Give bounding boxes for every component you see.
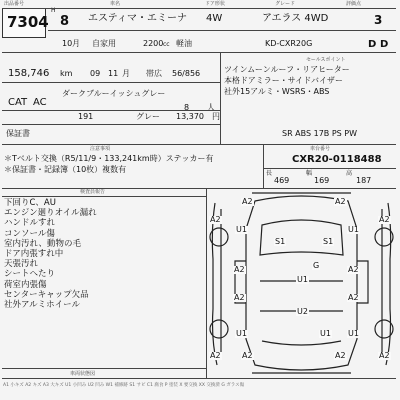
length-label: 長 [266, 170, 273, 177]
year-prefix: H [51, 7, 56, 14]
note-line: ＊Tベルト交換（R5/11/9・133,241km時）ステッカー有 [4, 154, 214, 163]
car-name: エスティマ・エミーナ [88, 13, 187, 24]
displacement: 2200 [143, 39, 164, 48]
diagram-legend-label: 車両状態図 [70, 371, 96, 377]
damage-code: U1 [348, 225, 359, 234]
inspection-year: 09 [90, 69, 101, 78]
price: 13,370 [176, 112, 204, 121]
vin-number: CXR20-0118488 [292, 154, 382, 165]
sales-point-label: セールスポイント [306, 57, 346, 63]
note-line: ＊保証書・記録簿（10枚）複数有 [4, 165, 127, 174]
sales-points [224, 66, 396, 99]
inspection-item: ドア内張すれ中 [4, 248, 64, 259]
inspection-label: 検査員報告 [80, 189, 106, 195]
vin-label: 車台番号 [310, 146, 331, 152]
lot-box [2, 8, 49, 38]
damage-code: U2 [297, 307, 308, 316]
inspection-item: センターキャップ欠品 [4, 289, 89, 300]
model-code: KD-CXR20G [265, 39, 313, 48]
height-value: 187 [356, 176, 372, 185]
chassis-no: 56/856 [172, 69, 201, 78]
header-top-line [2, 8, 396, 9]
sales-point: ツインムーンルーフ・リアヒーター [224, 65, 350, 74]
inspection-item: 下回りC、AU [4, 198, 56, 208]
inspection-item: シートへたり [4, 269, 56, 280]
transmission: CAT [8, 97, 28, 108]
notes-list [4, 155, 264, 177]
damage-code: A2 [234, 265, 245, 274]
grade: アエラス 4WD [262, 13, 329, 24]
damage-code: S1 [323, 237, 334, 246]
month-unit: 月 [72, 39, 80, 48]
color-simple: グレー [136, 112, 160, 121]
displacement-unit: cc [163, 41, 170, 48]
spec-bottom-line [2, 144, 396, 145]
inspection-header-line [2, 196, 206, 197]
damage-code: A2 [210, 215, 221, 224]
footer-line [2, 378, 396, 379]
width-label: 幅 [306, 170, 313, 177]
owner-label: 保証書 [6, 129, 30, 138]
damage-code: A2 [379, 215, 390, 224]
door-label: ドア形状 [205, 1, 225, 7]
spec-line-2 [2, 110, 220, 111]
damage-code: A2 [335, 197, 346, 206]
inspection-item: 荷室内張傷 [4, 279, 47, 290]
year-value: 8 [60, 14, 70, 29]
inspection-month: 11 [108, 69, 119, 78]
damage-code: U1 [348, 329, 359, 338]
usage: 自家用 [92, 39, 116, 48]
spec-line-3 [2, 124, 220, 125]
header-mid-line [48, 30, 396, 31]
grade-label: グレード [275, 1, 296, 7]
inspection-item: コンソール傷 [4, 228, 55, 239]
damage-code: U1 [297, 275, 308, 284]
inspection-item: エンジン廻りオイル漏れ [4, 208, 97, 219]
width-value: 169 [314, 176, 330, 185]
spec-divider [220, 52, 221, 144]
sales-point: 社外15アルミ・WSRS・ABS [224, 87, 330, 96]
damage-code: A2 [379, 351, 390, 360]
chassis-type: 帯広 [146, 69, 162, 78]
mileage: 158,746 [8, 68, 50, 79]
body-color: ダークブルーイッシュグレー [62, 89, 166, 98]
equipment: SR ABS 17B PS PW [282, 129, 358, 138]
damage-code: A2 [242, 197, 253, 206]
damage-code: A2 [348, 293, 359, 302]
inspection-item: 天張汚れ [4, 259, 39, 270]
spec-line-1 [2, 82, 220, 83]
seats: 8 [184, 103, 190, 112]
notes-divider [263, 144, 264, 188]
interior-grade: D [368, 39, 377, 50]
footer-legend: A1 小キズ A2 キズ A3 大キズ U1 小凹み U2 凹み W1 補修跡 S1 サビ C1 腐食 P 塗装 X 要交換 XX 交換済 G ガラス傷 [3, 383, 245, 388]
length-value: 469 [274, 176, 290, 185]
mileage-unit: km [60, 69, 73, 78]
score: 3 [374, 13, 383, 27]
exterior-grade: D [380, 39, 389, 50]
damage-code: U1 [236, 225, 247, 234]
damage-code: A2 [242, 351, 253, 360]
car-name-label: 車名 [110, 1, 121, 7]
inspection-unit: 月 [122, 69, 130, 78]
damage-code: U1 [320, 329, 331, 338]
damage-code: U1 [236, 329, 247, 338]
vin-line [263, 168, 396, 169]
damage-code: A2 [348, 265, 359, 274]
inspection-item: 室内汚れ、動物の毛 [4, 238, 82, 249]
height-label: 高 [346, 170, 353, 177]
damage-code: A2 [234, 293, 245, 302]
inspection-item: 社外アルミホイール [4, 299, 80, 310]
sales-point: 本格ドアミラー・サイドバイザー [224, 76, 344, 85]
color-code: 191 [78, 112, 94, 121]
damage-code: G [313, 261, 320, 270]
score-label: 評価点 [346, 1, 362, 7]
month: 10 [62, 39, 73, 48]
fuel: 軽油 [176, 39, 192, 48]
inspection-item: ハンドルすれ [4, 218, 56, 229]
seats-unit: 人 [207, 103, 215, 112]
price-unit: 円 [212, 112, 220, 121]
damage-code: A2 [335, 351, 346, 360]
inspection-bottom-line [2, 368, 206, 369]
lot-label: 出品番号 [4, 1, 25, 7]
inspection-list [4, 198, 204, 310]
damage-code: S1 [275, 237, 286, 246]
damage-code: A2 [210, 351, 221, 360]
lot-number: 7304 [7, 13, 49, 31]
notes-label: 注意事項 [90, 146, 111, 152]
header-bottom-line [2, 52, 396, 53]
drive-type: 4W [206, 13, 223, 24]
air-conditioning: AC [33, 97, 47, 108]
